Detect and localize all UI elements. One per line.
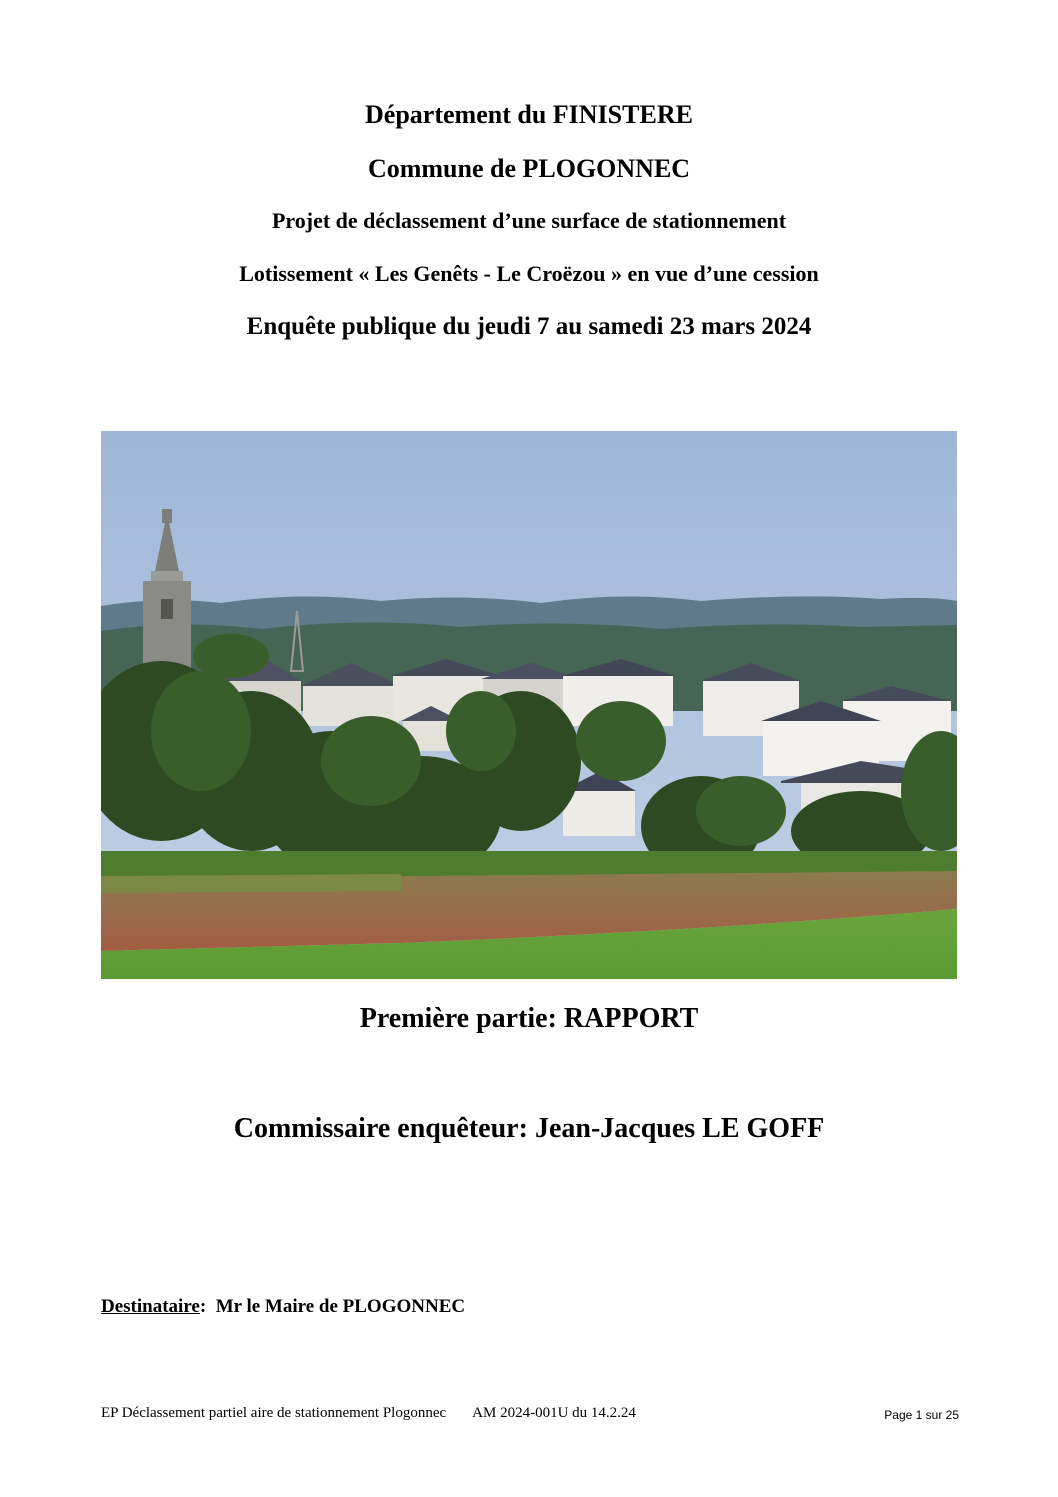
recipient-line — [101, 1296, 465, 1318]
page-number: Page 1 sur 25 — [884, 1408, 959, 1422]
footer-title: EP Déclassement partiel aire de stationnement Plogonnec — [101, 1405, 447, 1421]
report-part-title: Première partie: RAPPORT — [359, 1003, 699, 1034]
recipient-colon: : — [199, 1296, 207, 1317]
village-landscape-photo — [101, 431, 957, 979]
footer-left — [101, 1405, 636, 1422]
commune-heading: Commune de PLOGONNEC — [367, 154, 691, 183]
recipient-value: Mr le Maire de PLOGONNEC — [215, 1296, 466, 1317]
inquiry-dates-heading: Enquête publique du jeudi 7 au samedi 23 mars 2024 — [246, 313, 812, 340]
commissioner-line: Commissaire enquêteur: Jean-Jacques LE GOFF — [233, 1113, 825, 1144]
department-heading: Département du FINISTERE — [365, 100, 693, 129]
footer-reference: AM 2024-001U du 14.2.24 — [472, 1405, 636, 1421]
recipient-label: Destinataire — [101, 1296, 200, 1317]
subdivision-heading: Lotissement « Les Genêts - Le Croëzou » en vue d’une cession — [239, 261, 819, 286]
project-heading: Projet de déclassement d’une surface de stationnement — [271, 208, 787, 233]
